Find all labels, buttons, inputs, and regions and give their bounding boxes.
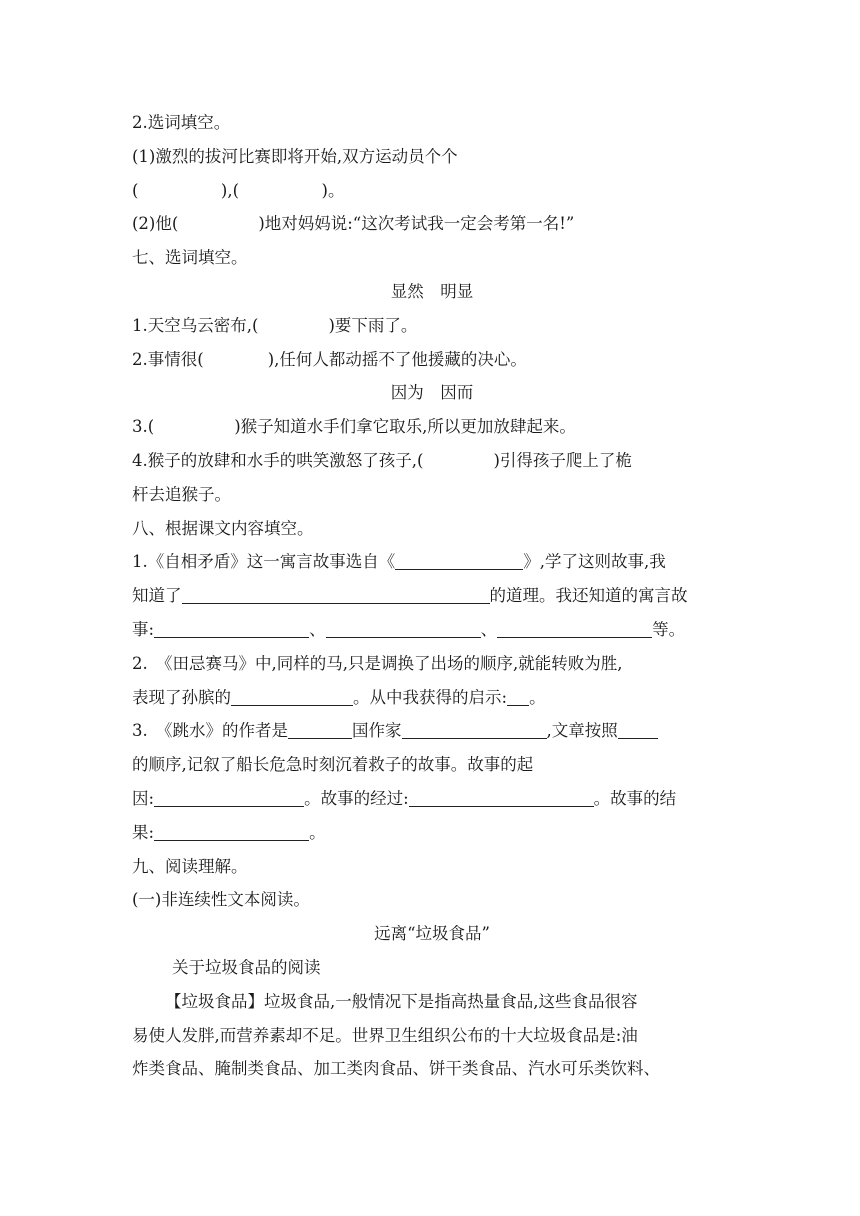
question-text: 3.( (132, 417, 155, 437)
answer-blank[interactable] (154, 619, 309, 638)
separator: 、 (480, 619, 498, 639)
question-text: 果: (132, 822, 155, 842)
answer-blank[interactable] (497, 619, 652, 638)
s8-q2-line2 (132, 681, 732, 715)
separator: 、 (309, 619, 326, 639)
word-choices-2: 因为 因而 (390, 383, 474, 403)
answer-blank[interactable] (288, 720, 352, 739)
question-text: 表现了孙膑的 (132, 687, 231, 707)
question-text: 的道理。我还知道的寓言故 (489, 586, 688, 606)
question-text: 。 (529, 687, 546, 707)
answer-blank[interactable] (154, 822, 309, 841)
answer-blank[interactable] (507, 687, 529, 706)
article-paragraph-line: 炸类食品、腌制类食品、加工类肉食品、饼干类食品、汽水可乐类饮料、 (132, 1059, 660, 1079)
s8-q2-line1: 2. 《田忌赛马》中,同样的马,只是调换了出场的顺序,就能转败为胜, (132, 653, 623, 673)
q2-item2 (132, 207, 732, 241)
answer-blank[interactable]: ( ) (232, 180, 328, 200)
answer-blank[interactable] (154, 788, 304, 807)
word-choices-1: 显然 明显 (390, 281, 474, 301)
section9-title: 九、阅读理解。 (132, 856, 248, 876)
answer-blank[interactable] (409, 788, 594, 807)
s7-question-1 (132, 309, 732, 343)
s8-q1-line1 (132, 545, 732, 579)
article-paragraph-line: 易使人发胖,而营养素却不足。世界卫生组织公布的十大垃圾食品是:油 (132, 1025, 638, 1045)
answer-blank[interactable] (402, 720, 547, 739)
section9-subtitle: (一)非连续性文本阅读。 (132, 890, 310, 910)
question-text: 1.天空乌云密布,( (132, 315, 259, 335)
s7-question-4 (132, 444, 732, 478)
period: 。 (328, 180, 345, 200)
answer-blank[interactable] (182, 585, 490, 604)
question-text: )引得孩子爬上了桅 (493, 450, 632, 470)
answer-blank[interactable]: ( ) (132, 180, 228, 200)
s8-q1-line3 (132, 613, 732, 647)
s7-question-3 (132, 410, 732, 444)
q2-item1-text: (1)激烈的拔河比赛即将开始,双方运动员个个 (132, 146, 458, 166)
article-heading: 关于垃圾食品的阅读 (172, 957, 321, 977)
question-text: )猴子知道水手们拿它取乐,所以更加放肆起来。 (234, 417, 576, 437)
question-text: ),任何人都动摇不了他援藏的决心。 (267, 349, 527, 369)
answer-blank[interactable] (326, 619, 481, 638)
question-text: 事: (132, 619, 155, 639)
question-text: )要下雨了。 (328, 315, 418, 335)
article-paragraph-line: 【垃圾食品】垃圾食品,一般情况下是指高热量食品,这些食品很容 (165, 991, 638, 1011)
question-text: 。故事的经过: (304, 788, 409, 808)
s8-q3-line1 (132, 714, 732, 748)
s8-q3-line2: 的顺序,记叙了船长危急时刻沉着救子的故事。故事的起 (132, 755, 534, 775)
section7-title: 七、选词填空。 (132, 248, 248, 268)
q2-item1-answer-line (132, 174, 732, 208)
question-text: 。 (309, 822, 326, 842)
separator: , (227, 180, 233, 200)
s7-question-2 (132, 343, 732, 377)
question-text: 因: (132, 788, 155, 808)
article-title: 远离“垃圾食品” (374, 924, 490, 944)
question-text: 2.事情很( (132, 349, 204, 369)
question-text: 1.《自相矛盾》这一寓言故事选自《 (132, 552, 396, 572)
question-text: 。从中我获得的启示: (353, 687, 508, 707)
question-text: 3. 《跳水》的作者是 (132, 721, 288, 741)
section8-title: 八、根据课文内容填空。 (132, 518, 314, 538)
s8-q1-line2 (132, 579, 732, 613)
question-text: 国作家 (352, 721, 402, 741)
answer-blank[interactable] (618, 720, 658, 739)
worksheet-page (132, 106, 732, 1086)
question-text: 。故事的结 (593, 788, 677, 808)
question-text: 4.猴子的放肆和水手的哄笑激怒了孩子,( (132, 450, 424, 470)
question-text: ,文章按照 (546, 721, 618, 741)
s8-q3-line3 (132, 782, 732, 816)
answer-blank[interactable] (395, 551, 523, 570)
question-text: 》,学了这则故事,我 (523, 552, 666, 572)
q2-item2-suffix: )地对妈妈说:“这次考试我一定会考第一名!” (258, 214, 575, 234)
q2-title: 2.选词填空。 (132, 113, 231, 132)
question-text: 等。 (652, 619, 686, 639)
answer-blank[interactable] (231, 687, 353, 706)
question-text: 知道了 (132, 586, 182, 606)
q2-item2-prefix: (2)他( (132, 214, 179, 234)
s7-question-4-cont: 杆去追猴子。 (132, 484, 231, 504)
s8-q3-line4 (132, 816, 732, 850)
